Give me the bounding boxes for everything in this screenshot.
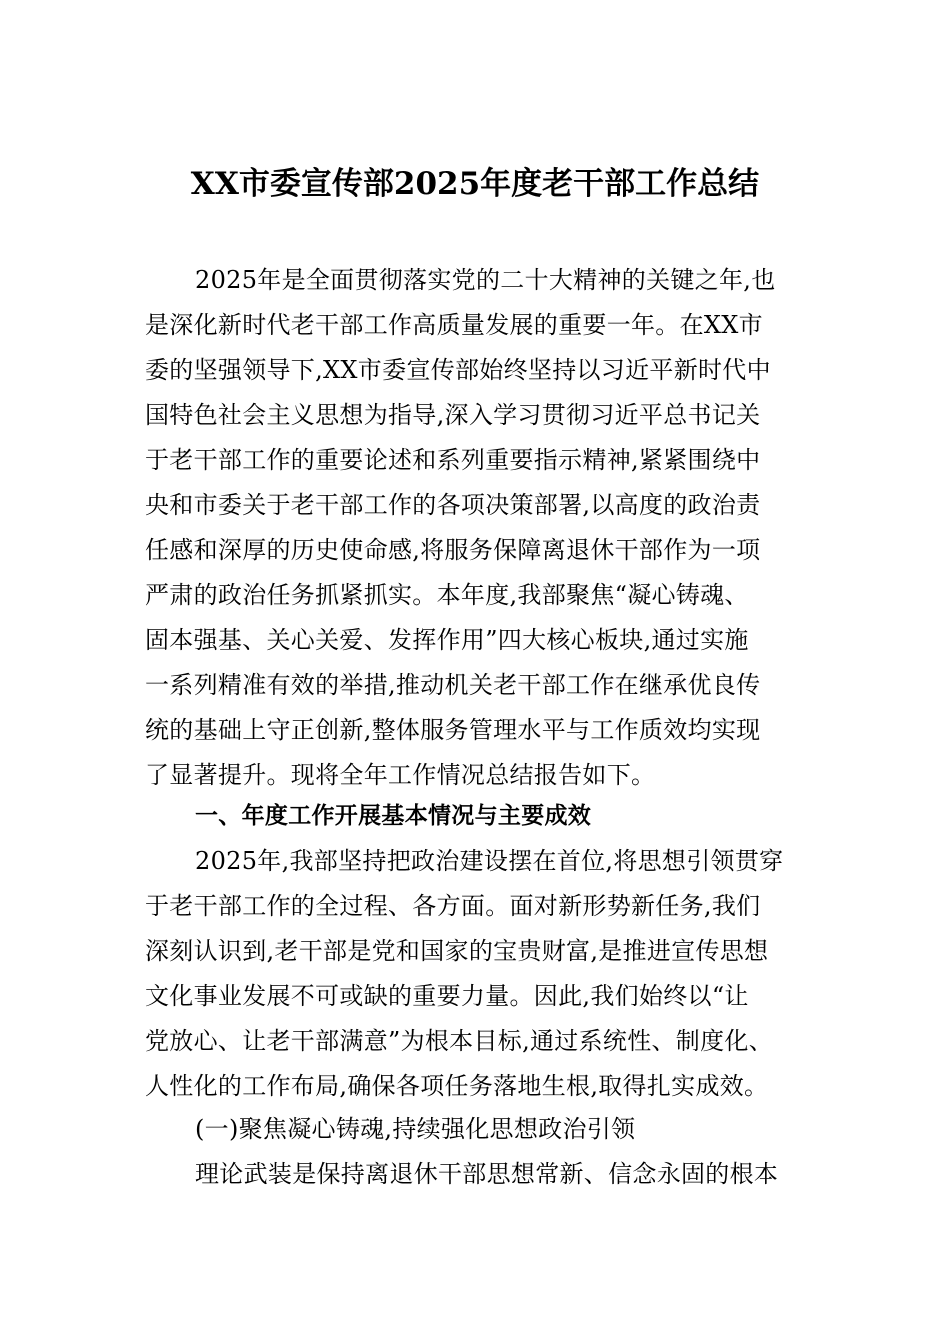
section-line: 2025年,我部坚持把政治建设摆在首位,将思想引领贯穿 [195, 847, 784, 875]
section-line: 于老干部工作的全过程、各方面。面对新形势新任务,我们 [145, 892, 761, 920]
section-line: 人性化的工作布局,确保各项任务落地生根,取得扎实成效。 [145, 1072, 769, 1100]
intro-line: 2025年是全面贯彻落实党的二十大精神的关键之年,也 [195, 266, 776, 294]
section-line: 深刻认识到,老干部是党和国家的宝贵财富,是推进宣传思想 [145, 937, 769, 965]
intro-line: 严肃的政治任务抓紧抓实。本年度,我部聚焦“凝心铸魂、 [145, 581, 749, 609]
intro-line: 于老干部工作的重要论述和系列重要指示精神,紧紧围绕中 [145, 446, 761, 474]
intro-line: 任感和深厚的历史使命感,将服务保障离退休干部作为一项 [145, 536, 761, 564]
section-line: 党放心、让老干部满意”为根本目标,通过系统性、制度化、 [145, 1027, 773, 1055]
section-heading: 一、年度工作开展基本情况与主要成效 [195, 803, 592, 829]
intro-line: 一系列精准有效的举措,推动机关老干部工作在继承优良传 [145, 671, 761, 699]
document-title: XX市委宣传部2025年度老干部工作总结 [190, 166, 760, 202]
intro-line: 央和市委关于老干部工作的各项决策部署,以高度的政治责 [145, 491, 761, 519]
subsection-heading: (一)聚焦凝心铸魂,持续强化思想政治引领 [195, 1115, 636, 1143]
intro-line: 固本强基、关心关爱、发挥作用”四大核心板块,通过实施 [145, 626, 749, 654]
intro-line: 国特色社会主义思想为指导,深入学习贯彻习近平总书记关 [145, 401, 761, 429]
intro-line: 了显著提升。现将全年工作情况总结报告如下。 [145, 761, 656, 789]
intro-line: 委的坚强领导下,XX市委宣传部始终坚持以习近平新时代中 [145, 356, 771, 384]
section-line: 文化事业发展不可或缺的重要力量。因此,我们始终以“让 [145, 982, 749, 1010]
intro-line: 统的基础上守正创新,整体服务管理水平与工作质效均实现 [145, 716, 761, 744]
intro-line: 是深化新时代老干部工作高质量发展的重要一年。在XX市 [145, 311, 763, 339]
subsection-line: 理论武装是保持离退休干部思想常新、信念永固的根本 [195, 1160, 779, 1188]
